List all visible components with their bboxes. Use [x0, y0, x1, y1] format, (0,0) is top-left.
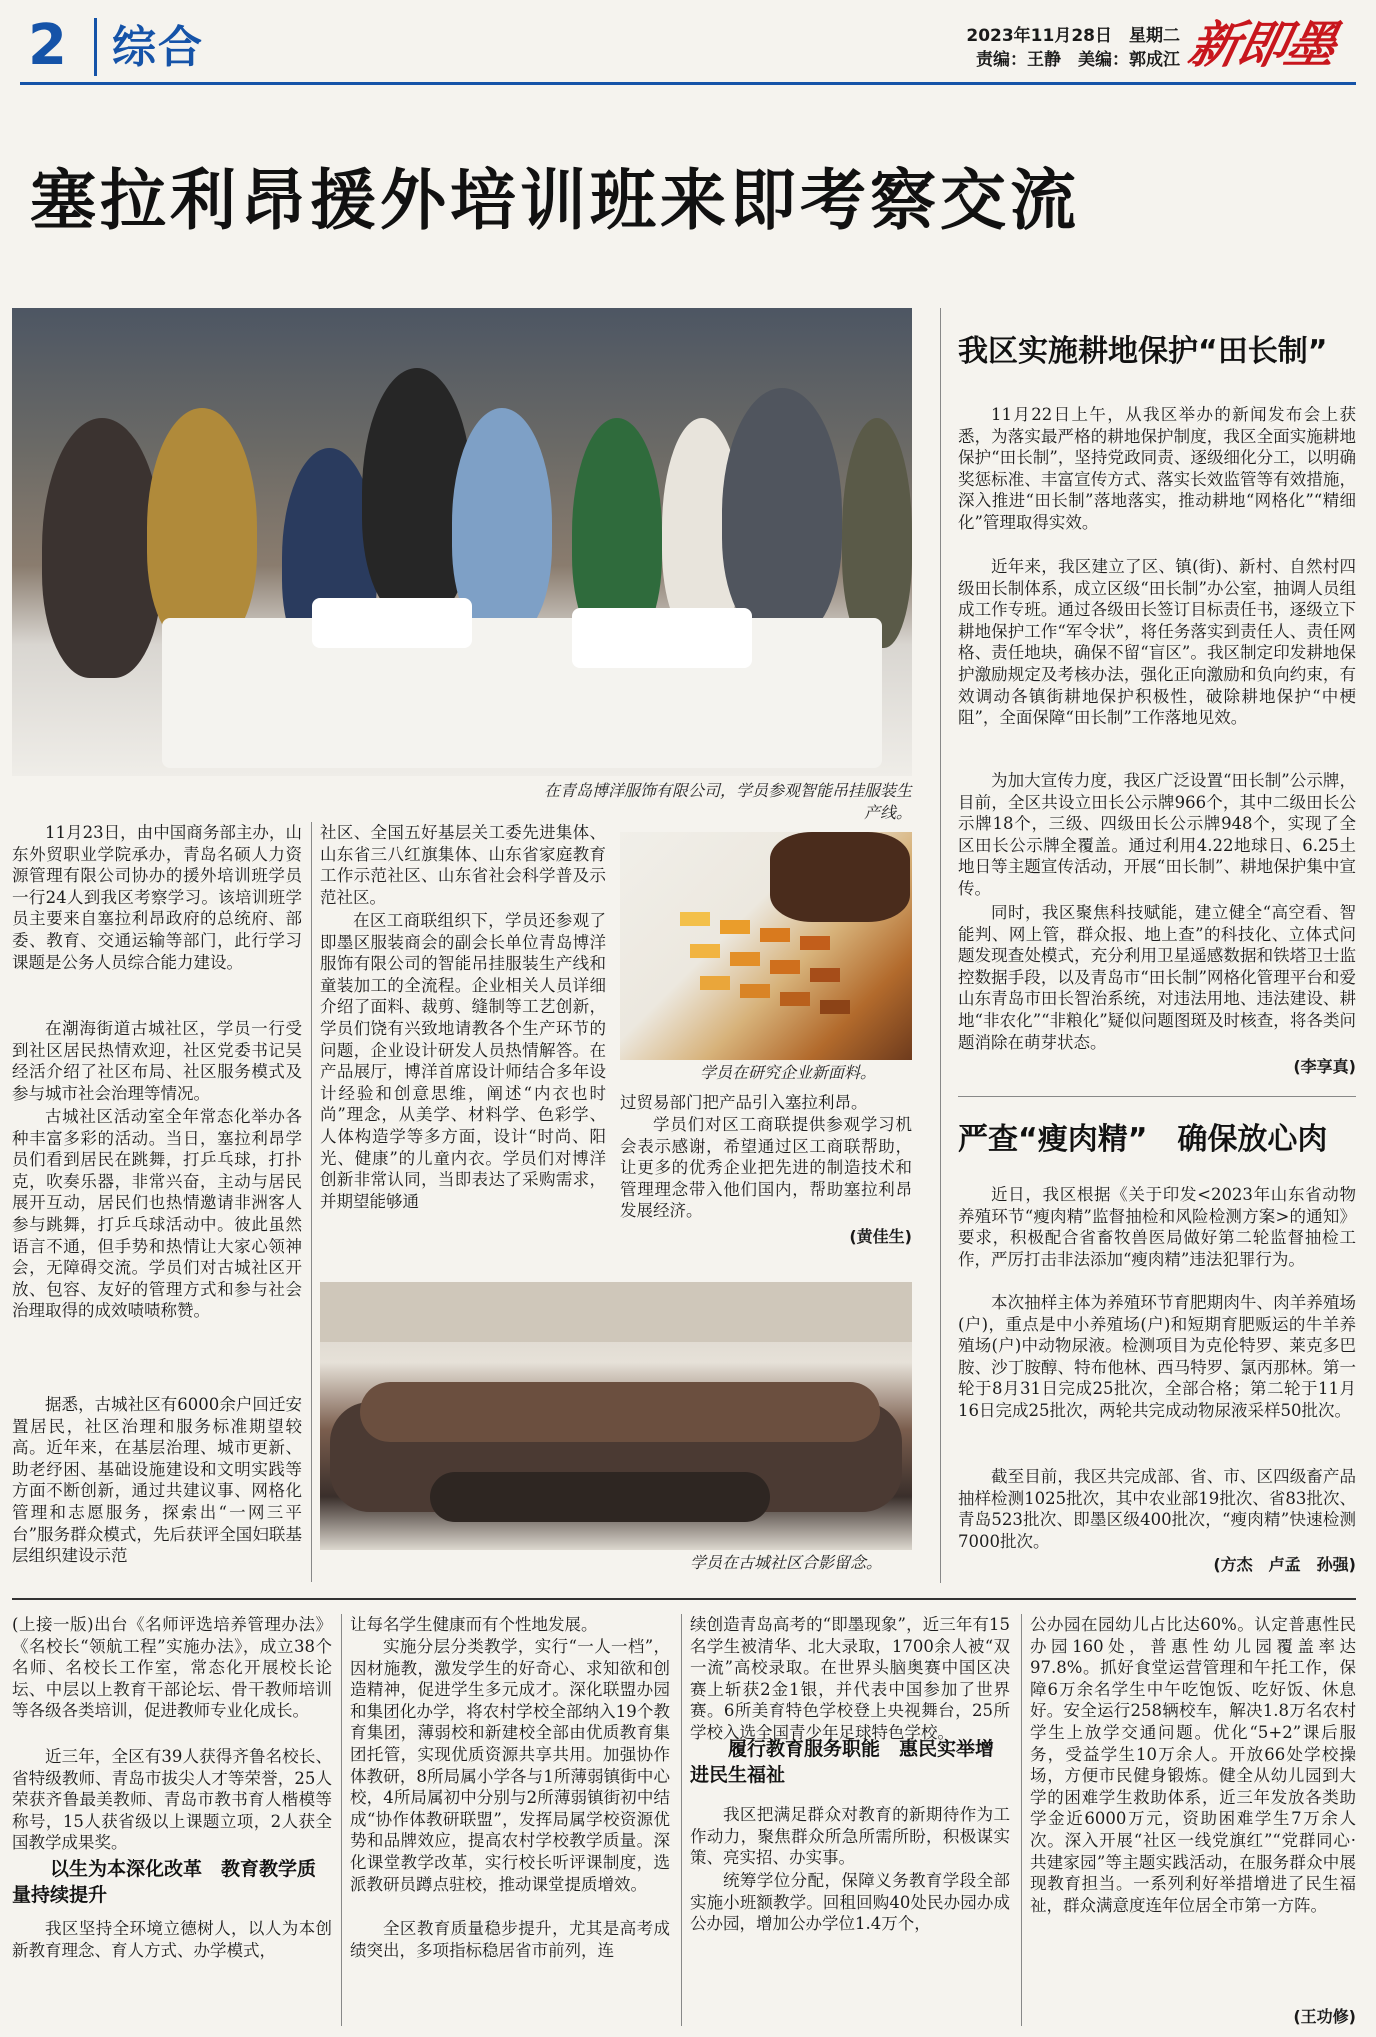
edu-col4-para1: 公办园在园幼儿占比达60%。认定普惠性民办园160处，普惠性幼儿园覆盖率达97.8%。抓好食堂运营管理和午托工作，保障6万余名学生中午吃饱饭、吃好饭、休息好。安全运行258辆校车，解决1.8万名农村学生上放学交通问题。优化“5+2”课后服务，受益学生10万余人。开放66处学校操场，方便市民健身锻炼。健全从幼儿园到大学的困难学生救助体系，近三年发放各类助学金近6000万元，资助困难学生7万余人次。深入开展“社区一线党旗红”“党群同心·共建家园”等主题实践活动，在服务群众中展现教育担当。一系列利好举措增进了民生福祉，群众满意度连年位居全市第一方阵。 — [1030, 1615, 1356, 1915]
header-divider — [94, 18, 97, 76]
lead-col1-para2: 在潮海街道古城社区，学员一行受到社区居民热情欢迎，社区党委书记吴经活介绍了社区布局、社区服务模式及参与城市社会治理等情况。 — [12, 1019, 302, 1103]
meat-para2: 本次抽样主体为养殖环节育肥期肉牛、肉羊养殖场(户)，重点是中小养殖场(户)和短期育肥贩运的牛羊养殖场(户)中动物尿液。检测项目为克伦特罗、莱克多巴胺、沙丁胺醇、特布他林、西马特罗、氯丙那林。第一轮于8月31日完成25批次，全部合格；第二轮于11月16日完成25批次，两轮共完成动物尿液采样50批次。 — [958, 1293, 1356, 1420]
farmland-para1: 11月22日上午，从我区举办的新闻发布会上获悉，为落实最严格的耕地保护制度，我区全面实施耕地保护“田长制”，坚持党政同责、逐级细化分工，以明确奖惩标准、丰富宣传方式、落实长效监管等有效措施，深入推进“田长制”落地落实，推动耕地“网格化”“精细化”管理取得实效。 — [958, 405, 1356, 532]
photo2-caption: 学员在研究企业新面料。 — [700, 1063, 877, 1082]
lead-col1-para3: 古城社区活动室全年常态化举办各种丰富多彩的活动。当日，塞拉利昂学员们看到居民在跳舞，打乒乓球，打扑克，吹奏乐器，非常兴奋，主动与居民展开互动，居民们也热情邀请非洲客人参与跳舞，打乒乓球活动中。彼此虽然语言不通，但手势和热情让大家心领神会，无障碍交流。学员们对古城社区开放、包容、友好的管理方式和参与社会治理取得的成效啧啧称赞。 — [12, 1107, 302, 1321]
meat-headline: 严查“瘦肉精” 确保放心肉 — [958, 1122, 1328, 1157]
section-title: 综合 — [112, 22, 204, 73]
farmland-para3: 为加大宣传力度，我区广泛设置“田长制”公示牌，目前，全区共设立田长公示牌966个，其中二级田长公示牌18个，三级、四级田长公示牌948个，实现了全区田长公示牌全覆盖。通过利用4.22地球日、6.25土地日等主题宣传活动，开展“田长制”、耕地保护集中宣传。 — [958, 771, 1356, 898]
farmland-para4: 同时，我区聚焦科技赋能，建立健全“高空看、智能判、网上管，群众报、地上查”的科技化、立体式问题发现查处模式，充分利用卫星遥感数据和铁塔卫士监控数据手段，以及青岛市“田长制”网格化管理平台和爱山东青岛市田长智治系统，对违法用地、违法建设、耕地“非农化”“非粮化”疑似问题图斑及时核查，将各类问题消除在萌芽状态。 — [958, 903, 1356, 1052]
edu-subhead1: 以生为本深化改革 教育教学质量持续提升 — [12, 1858, 317, 1906]
meat-para3: 截至目前，我区共完成部、省、市、区四级畜产品抽样检测1025批次，其中农业部19批次、省83批次、青岛523批次、即墨区级400批次，“瘦肉精”快速检测7000批次。 — [958, 1467, 1356, 1551]
edu-divider-1 — [341, 1614, 342, 2026]
section-rule — [12, 1598, 1356, 1600]
story-divider — [958, 1096, 1356, 1097]
edu-col3-para1: 续创造青岛高考的“即墨现象”，近三年有15名学生被清华、北大录取，1700余人被“双一流”高校录取。在世界头脑奥赛中国区决赛上斩获2金1银，并代表中国参加了世界赛。6所美育特色学校登上央视舞台，25所学校入选全国青少年足球特色学校。 — [690, 1615, 1010, 1742]
edu-col2-para2: 实施分层分类教学，实行“一人一档”，因材施教，激发学生的好奇心、求知欲和创造精神，促进学生多元成才。深化联盟办园和集团化办学，将农村学校全部纳入19个教育集团，薄弱校和新建校全部由优质教育集团托管，实现优质资源共享共用。加强协作体教研，8所局属小学各与1所薄弱镇街中心校，4所局属初中分别与2所薄弱镇街初中结成“协作体教研联盟”，发挥局属学校资源优势和品牌效应，提高农村学校教学质量。深化课堂教学改革，实行校长听评课制度，选派教研员蹲点驻校，推动课堂提质增效。 — [350, 1637, 670, 1894]
edu-col1-para2: 近三年，全区有39人获得齐鲁名校长、省特级教师、青岛市拔尖人才等荣誉，25人荣获齐鲁最美教师、青岛市教书育人楷模等称号，15人获省级以上课题立项，2人获全国教学成果奖。 — [12, 1747, 332, 1853]
edu-divider-2 — [681, 1614, 682, 2026]
edu-col3-para2: 我区把满足群众对教育的新期待作为工作动力，聚焦群众所急所需所盼，积极谋实策、亮实招、办实事。 — [690, 1805, 1010, 1868]
lead-col3-para1: 过贸易部门把产品引入塞拉利昂。 — [620, 1093, 868, 1112]
lead-col2-para2: 在区工商联组织下，学员还参观了即墨区服装商会的副会长单位青岛博洋服饰有限公司的智能吊挂服装生产线和童装加工的全流程。企业相关人员详细介绍了面料、裁剪、缝制等工艺创新，学员们饶有兴致地请教各个生产环节的问题，企业设计研发人员热情解答。在产品展厅，博洋首席设计师结合多年设计经验和创意思维，阐述“内衣也时尚”理念，从美学、材料学、色彩学、人体构造学等多方面，设计“时尚、阳光、健康”的儿童内衣。学员们对博洋创新非常认同，当即表达了采购需求，并期望能够通 — [320, 911, 606, 1211]
header-rule — [20, 82, 1356, 85]
page-header — [20, 8, 1356, 86]
edu-col2-para3: 全区教育质量稳步提升，尤其是高考成绩突出，多项指标稳居省市前列，连 — [350, 1919, 670, 1960]
lead-col2-para1: 社区、全国五好基层关工委先进集体、山东省三八红旗集体、山东省家庭教育工作示范社区、山东省社会科学普及示范社区。 — [320, 823, 606, 907]
edu-divider-3 — [1021, 1614, 1022, 2026]
farmland-headline: 我区实施耕地保护“田长制” — [958, 334, 1328, 369]
lead-col1-para4: 据悉，古城社区有6000余户回迁安置居民，社区治理和服务标准期望较高。近年来，在基层治理、城市更新、助老纾困、基础设施建设和文明实践等方面不断创新，通过共建议事、网格化管理和志愿服务，探索出“一网三平台”服务群众模式，先后获评全国妇联基层组织建设示范 — [12, 1395, 302, 1566]
photo-fabric-samples — [620, 832, 912, 1060]
lead-credit: (黄佳生) — [849, 1227, 912, 1246]
column-divider-right — [940, 308, 941, 1583]
edu-subhead2: 履行教育服务职能 惠民实举增进民生福祉 — [690, 1738, 995, 1786]
edu-col1-para1: (上接一版)出台《名师评选培养管理办法》《名校长“领航工程”实施办法》，成立38个名师、名校长工作室，常态化开展校长论坛、中层以上教育干部论坛、骨干教师培训等各级各类培训，促进教师专业化成长。 — [12, 1615, 332, 1721]
issue-meta — [950, 24, 1180, 72]
edu-credit: (王功修) — [1293, 2007, 1356, 2026]
lead-col1-para1: 11月23日，由中国商务部主办，山东外贸职业学院承办，青岛名硕人力资源管理有限公司协办的援外培训班学员一行24人到我区考察学习。该培训班学员主要来自塞拉利昂政府的总统府、部委、教育、交通运输等部门，此行学习课题是公务人员综合能力建设。 — [12, 823, 302, 972]
column-divider-lead1 — [311, 822, 312, 1582]
issue-date: 2023年11月28日 星期二 — [966, 26, 1180, 46]
newspaper-logo: 新即墨 — [1183, 15, 1341, 74]
meat-credit: (方杰 卢孟 孙强) — [1213, 1555, 1356, 1574]
photo-factory-visit — [12, 308, 912, 776]
photo-group-photo — [320, 1282, 912, 1550]
farmland-para2: 近年来，我区建立了区、镇(街)、新村、自然村四级田长制体系，成立区级“田长制”办公室，抽调人员组成工作专班。通过各级田长签订目标责任书，逐级立下耕地保护工作“军令状”，将任务落实到责任人、责任网格、责任地块，确保不留“盲区”。我区制定印发耕地保护激励规定及考核办法，强化正向激励和负向约束，有效调动各镇街耕地保护积极性，破除耕地保护“中梗阻”，全面保障“田长制”工作落地见效。 — [958, 557, 1356, 728]
farmland-credit: (李享真) — [1293, 1057, 1356, 1076]
edu-col2-para1: 让每名学生健康而有个性地发展。 — [350, 1615, 598, 1634]
meat-para1: 近日，我区根据《关于印发<2023年山东省动物养殖环节“瘦肉精”监督抽检和风险检测方案>的通知》要求，积极配合省畜牧兽医局做好第二轮监督抽检工作，严厉打击非法添加“瘦肉精”违法犯罪行为。 — [958, 1185, 1356, 1269]
edu-col3-para3: 统筹学位分配，保障义务教育学段全部实施小班额教学。回租回购40处民办园办成公办园，增加公办学位1.4万个， — [690, 1871, 1010, 1934]
photo3-caption: 学员在古城社区合影留念。 — [690, 1553, 883, 1572]
photo1-caption: 在青岛博洋服饰有限公司，学员参观智能吊挂服装生产线。 — [543, 781, 912, 822]
lead-headline: 塞拉利昂援外培训班来即考察交流 — [30, 162, 1080, 239]
page-number: 2 — [28, 13, 67, 78]
edu-col1-para3: 我区坚持全环境立德树人，以人为本创新教育理念、育人方式、办学模式， — [12, 1919, 332, 1960]
lead-col3-para2: 学员们对区工商联提供参观学习机会表示感谢，希望通过区工商联帮助，让更多的优秀企业把先进的制造技术和管理理念带入他们国内，帮助塞拉利昂发展经济。 — [620, 1115, 912, 1221]
editors: 责编：王静 美编：郭成江 — [976, 50, 1180, 70]
